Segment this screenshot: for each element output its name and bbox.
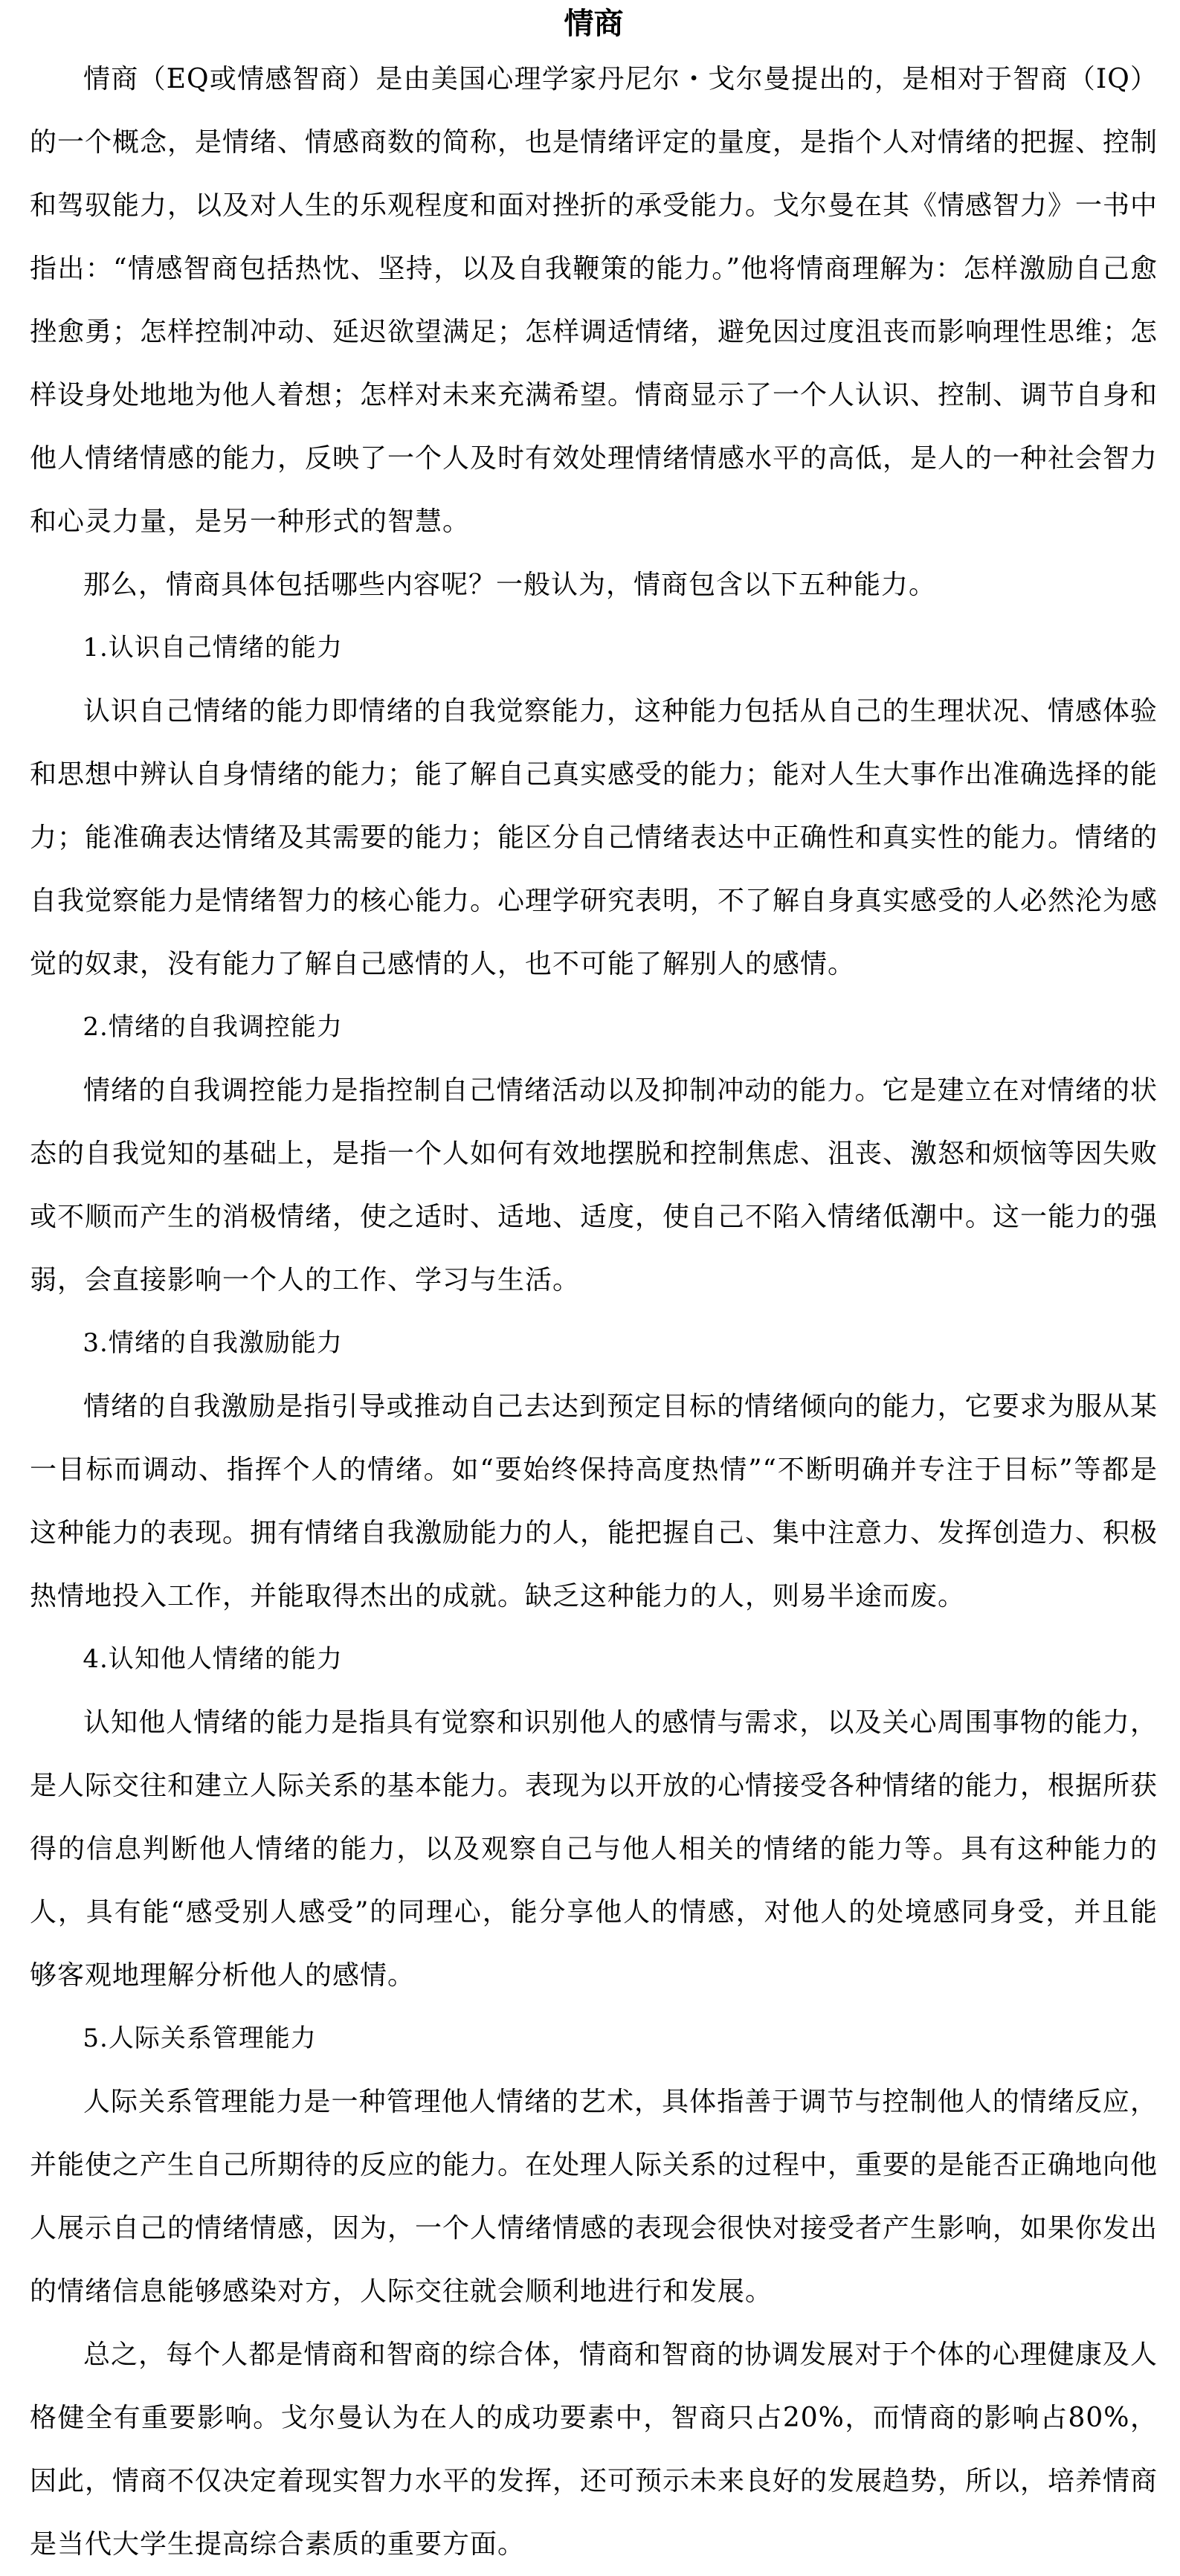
section-body-self-awareness: 认识自己情绪的能力即情绪的自我觉察能力，这种能力包括从自己的生理状况、情感体验和思想中辨认自身情绪的能力；能了解自己真实感受的能力；能对人生大事作出准确选择的能力；能准确表达情绪及其需要的能力；能区分自己情绪表达中正确性和真实性的能力。情绪的自我觉察能力是情绪智力的核心能力。心理学研究表明，不了解自身真实感受的人必然沦为感觉的奴隶，没有能力了解自己感情的人，也不可能了解别人的感情。 bbox=[30, 696, 1158, 979]
document-title: 情商 bbox=[564, 7, 624, 41]
section-heading-self-awareness: 1.认识自己情绪的能力 bbox=[83, 633, 343, 663]
section-body-relationship-management: 人际关系管理能力是一种管理他人情绪的艺术，具体指善于调节与控制他人的情绪反应，并能使之产生自己所期待的反应的能力。在处理人际关系的过程中，重要的是能否正确地向他人展示自己的情绪情感，因为，一个人情绪情感的表现会很快对接受者产生影响，如果你发出的情绪信息能够感染对方，人际交往就会顺利地进行和发展。 bbox=[30, 2087, 1158, 2307]
intro-paragraph: 情商（EQ或情感智商）是由美国心理学家丹尼尔・戈尔曼提出的，是相对于智商（IQ）的一个概念，是情绪、情感商数的简称，也是情绪评定的量度，是指个人对情绪的把握、控制和驾驭能力，以及对人生的乐观程度和面对挫折的承受能力。戈尔曼在其《情感智力》一书中指出：“情感智商包括热忱、坚持，以及自我鞭策的能力。”他将情商理解为：怎样激励自己愈挫愈勇；怎样控制冲动、延迟欲望满足；怎样调适情绪，避免因过度沮丧而影响理性思维；怎样设身处地地为他人着想；怎样对未来充满希望。情商显示了一个人认识、控制、调节自身和他人情绪情感的能力，反映了一个人及时有效处理情绪情感水平的高低，是人的一种社会智力和心灵力量，是另一种形式的智慧。 bbox=[30, 64, 1158, 537]
conclusion-paragraph: 总之，每个人都是情商和智商的综合体，情商和智商的协调发展对于个体的心理健康及人格健全有重要影响。戈尔曼认为在人的成功要素中，智商只占20%，而情商的影响占80%，因此，情商不仅决定着现实智力水平的发挥，还可预示未来良好的发展趋势，所以，培养情商是当代大学生提高综合素质的重要方面。 bbox=[30, 2340, 1158, 2560]
section-body-self-motivation: 情绪的自我激励是指引导或推动自己去达到预定目标的情绪倾向的能力，它要求为服从某一目标而调动、指挥个人的情绪。如“要始终保持高度热情”“不断明确并专注于目标”等都是这种能力的表现。拥有情绪自我激励能力的人，能把握自己、集中注意力、发挥创造力、积极热情地投入工作，并能取得杰出的成就。缺乏这种能力的人，则易半途而废。 bbox=[30, 1391, 1158, 1611]
question-paragraph: 那么，情商具体包括哪些内容呢？一般认为，情商包含以下五种能力。 bbox=[83, 570, 937, 600]
section-heading-self-motivation: 3.情绪的自我激励能力 bbox=[83, 1328, 343, 1358]
section-heading-empathy: 4.认知他人情绪的能力 bbox=[83, 1644, 343, 1674]
section-body-empathy: 认知他人情绪的能力是指具有觉察和识别他人的感情与需求，以及关心周围事物的能力，是人际交往和建立人际关系的基本能力。表现为以开放的心情接受各种情绪的能力，根据所获得的信息判断他人情绪的能力，以及观察自己与他人相关的情绪的能力等。具有这种能力的人，具有能“感受别人感受”的同理心，能分享他人的情感，对他人的处境感同身受，并且能够客观地理解分析他人的感情。 bbox=[30, 1707, 1158, 1991]
section-heading-self-regulation: 2.情绪的自我调控能力 bbox=[83, 1012, 343, 1042]
section-body-self-regulation: 情绪的自我调控能力是指控制自己情绪活动以及抑制冲动的能力。它是建立在对情绪的状态的自我觉知的基础上，是指一个人如何有效地摆脱和控制焦虑、沮丧、激怒和烦恼等因失败或不顺而产生的消极情绪，使之适时、适地、适度，使自己不陷入情绪低潮中。这一能力的强弱，会直接影响一个人的工作、学习与生活。 bbox=[30, 1075, 1158, 1295]
section-heading-relationship-management: 5.人际关系管理能力 bbox=[83, 2023, 317, 2053]
